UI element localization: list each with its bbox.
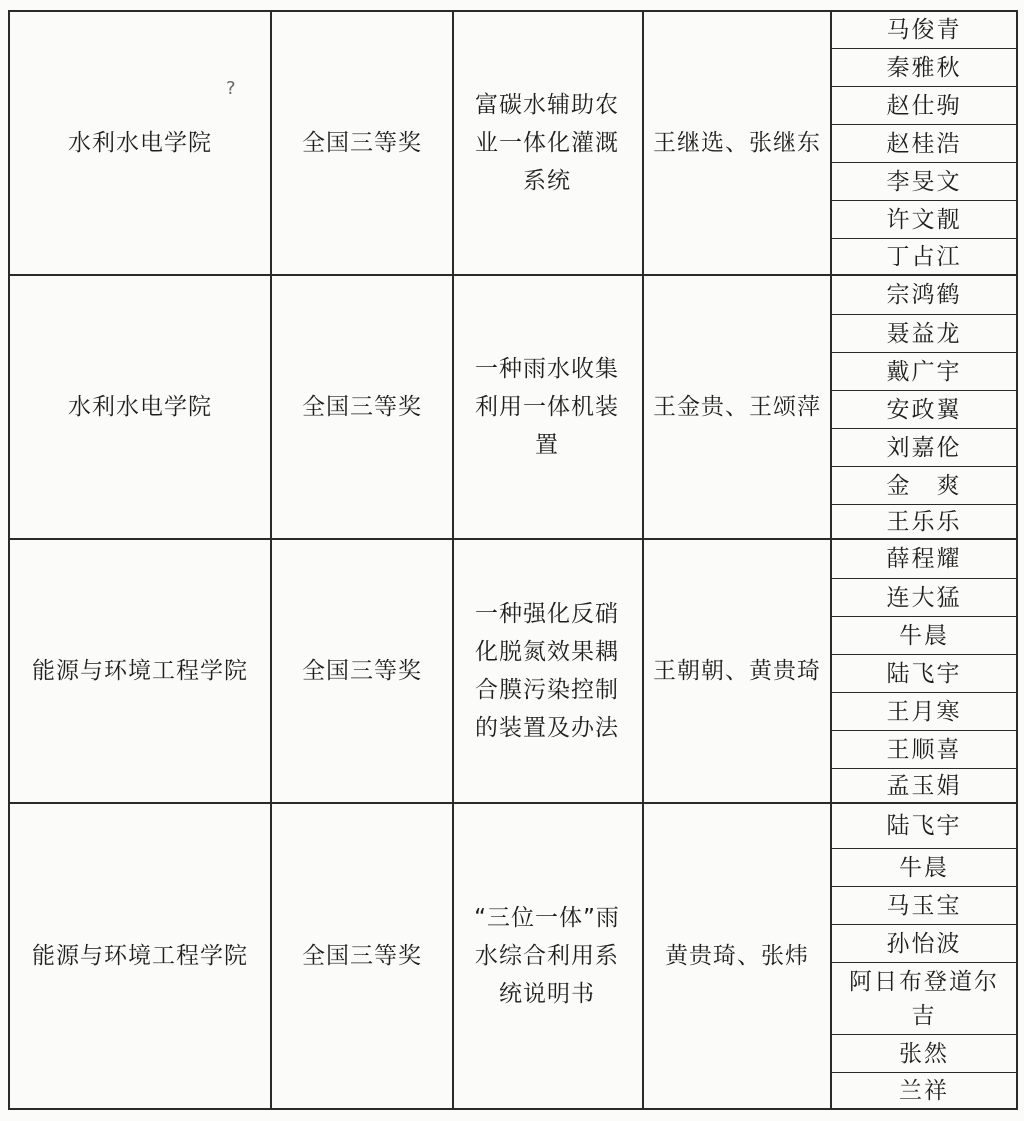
member-name: 秦雅秋 — [886, 54, 962, 81]
member-name: 刘嘉伦 — [886, 434, 962, 461]
member-name: 金 爽 — [886, 472, 962, 499]
table-border-bottom — [8, 1108, 1018, 1110]
member-name: 赵桂浩 — [886, 130, 962, 157]
member-name: 牛晨 — [899, 622, 949, 649]
col-divider-2 — [452, 10, 454, 1110]
member-name: 阿日布登道尔吉 — [849, 968, 999, 1029]
member-name: 许文靓 — [886, 206, 962, 233]
member-name: 戴广宇 — [886, 358, 962, 385]
member-name: 李旻文 — [886, 168, 962, 195]
project-cell: 一种雨水收集利用一体机装置 — [475, 356, 619, 458]
table-border-right — [1016, 10, 1018, 1110]
member-name: 陆飞宇 — [886, 813, 962, 839]
member-name: 孙怡波 — [886, 930, 962, 957]
member-name: 王顺喜 — [886, 736, 962, 763]
award-cell: 全国三等奖 — [302, 130, 422, 156]
project-cell: 富碳水辅助农业一体化灌溉系统 — [475, 92, 619, 194]
award-cell: 全国三等奖 — [302, 943, 422, 969]
project-cell: 一种强化反硝化脱氮效果耦合膜污染控制的装置及办法 — [475, 601, 619, 741]
handwritten-mark: ? — [226, 78, 236, 99]
member-name: 张然 — [899, 1040, 949, 1067]
member-name: 赵仕驹 — [886, 92, 962, 119]
member-name: 孟玉娟 — [886, 772, 962, 799]
college-cell: 能源与环境工程学院 — [32, 658, 248, 684]
advisors-cell: 王金贵、王颂萍 — [653, 394, 821, 420]
member-name: 王月寒 — [886, 698, 962, 725]
advisors-cell: 王继选、张继东 — [653, 130, 821, 156]
member-name: 兰祥 — [899, 1077, 949, 1104]
member-name: 王乐乐 — [886, 508, 962, 535]
member-name: 马俊青 — [886, 17, 962, 43]
member-name: 连大猛 — [886, 584, 962, 611]
advisors-cell: 王朝朝、黄贵琦 — [653, 658, 821, 684]
member-name: 薛程耀 — [886, 546, 962, 572]
college-cell: 水利水电学院 — [68, 394, 212, 420]
member-name: 安政翼 — [886, 396, 962, 423]
member-name: 牛晨 — [899, 854, 949, 881]
college-cell: 水利水电学院 — [68, 130, 212, 156]
member-name: 宗鸿鹤 — [886, 282, 962, 308]
member-name: 聂益龙 — [886, 320, 962, 347]
advisors-cell: 黄贵琦、张炜 — [665, 943, 809, 969]
member-name: 丁占江 — [886, 243, 962, 270]
award-cell: 全国三等奖 — [302, 394, 422, 420]
award-cell: 全国三等奖 — [302, 658, 422, 684]
project-cell: “三位一体”雨水综合利用系统说明书 — [474, 905, 620, 1007]
college-cell: 能源与环境工程学院 — [32, 943, 248, 969]
member-name: 马玉宝 — [886, 892, 962, 919]
member-name: 陆飞宇 — [886, 660, 962, 687]
